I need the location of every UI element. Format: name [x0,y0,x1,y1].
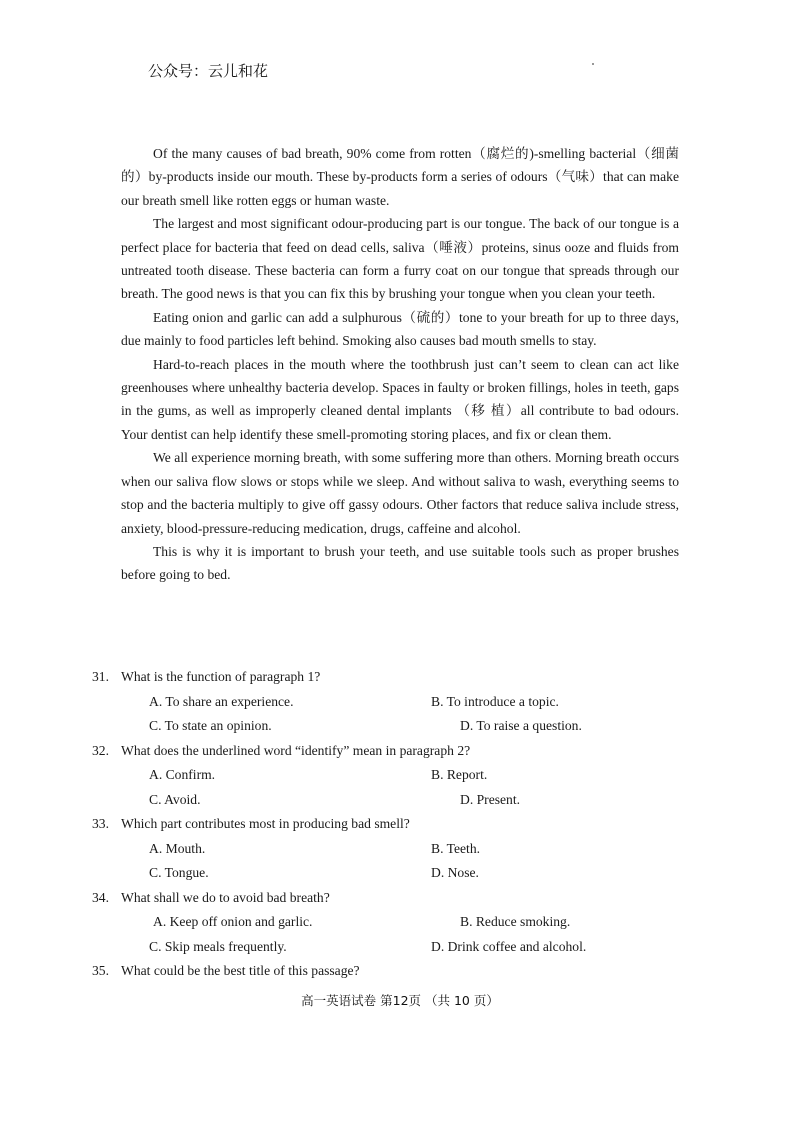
option-d: D. To raise a question. [460,718,582,733]
question-33 [92,812,692,837]
option-c: C. Tongue. [149,865,209,880]
question-31 [92,665,692,690]
option-c: C. Avoid. [149,791,201,807]
option-d: D. Drink coffee and alcohol. [431,938,587,954]
option-b: B. Reduce smoking. [460,914,571,929]
question-34 [92,886,692,911]
reading-passage [121,142,679,587]
paragraph-4: Hard-to-reach places in the mouth where the toothbrush just can’t seem to clean can act like greenhouses where unhealthy bacteria develop. Spaces in faulty or broken fillings, holes in teeth, gaps in the gums, as well as improperly cleaned dental implants （移 植）all contribute to bad odours. Your dentist can help identify these smell-promoting storing places, and fix or clean them. [121,356,679,442]
option-b: B. Report. [431,767,488,782]
question-stem: What is the function of paragraph 1? [121,669,321,684]
page-footer: 高一英语试卷 第12页 （共 10 页） [301,993,499,1008]
paragraph-1: Of the many causes of bad breath, 90% come from rotten（腐烂的)-smelling bacterial（细菌的）by-products inside our mouth. These by-products form a series of odours（气味）that can make our breath smell like rotten eggs or human waste. [121,146,679,208]
option-c: C. To state an opinion. [149,718,272,733]
question-stem: Which part contributes most in producing bad smell? [121,816,410,831]
option-a: A. Mouth. [149,840,206,856]
option-a: A. Confirm. [149,767,216,782]
scan-dot [592,63,594,65]
question-stem: What could be the best title of this passage? [121,963,360,978]
question-stem: What does the underlined word “identify” mean in paragraph 2? [121,742,471,758]
question-number: 33. [92,816,109,831]
paragraph-3: Eating onion and garlic can add a sulphurous（硫的）tone to your breath for up to three days, due mainly to food particles left behind. Smoking also causes bad mouth smells to stay. [121,309,679,349]
question-number: 35. [92,963,109,978]
option-d: D. Nose. [431,865,479,880]
question-35 [92,959,692,984]
option-a: A. To share an experience. [149,693,294,709]
paragraph-6: This is why it is important to brush your teeth, and use suitable tools such as proper brushes before going to bed. [121,543,679,583]
option-b: B. Teeth. [431,840,481,856]
question-number: 34. [92,889,109,905]
question-number: 31. [92,669,109,684]
option-d: D. Present. [460,791,521,807]
question-stem: What shall we do to avoid bad breath? [121,889,330,905]
paragraph-5: We all experience morning breath, with some suffering more than others. Morning breath occurs when our saliva flow slows or stops while we sleep. And without saliva to wash, everything seems to stop and the bacteria multiply to give off gassy odours. Other factors that reduce saliva include stress, anxiety, blood-pressure-reducing medication, drugs, caffeine and alcohol. [121,450,679,536]
question-32 [92,739,692,764]
watermark: 公众号：云儿和花 [148,62,269,80]
option-b: B. To introduce a topic. [431,693,559,709]
option-a: A. Keep off onion and garlic. [153,914,313,929]
paragraph-2: The largest and most significant odour-producing part is our tongue. The back of our tongue is a perfect place for bacteria that feed on dead cells, saliva（唾液）proteins, sinus ooze and fluids from untreated tooth disease. These bacteria can form a furry coat on our tongue that spreads through our breath. The good news is that you can fix this by brushing your tongue when you clean your teeth. [121,216,679,302]
option-c: C. Skip meals frequently. [149,938,287,954]
question-list [92,665,692,984]
question-number: 32. [92,742,109,758]
